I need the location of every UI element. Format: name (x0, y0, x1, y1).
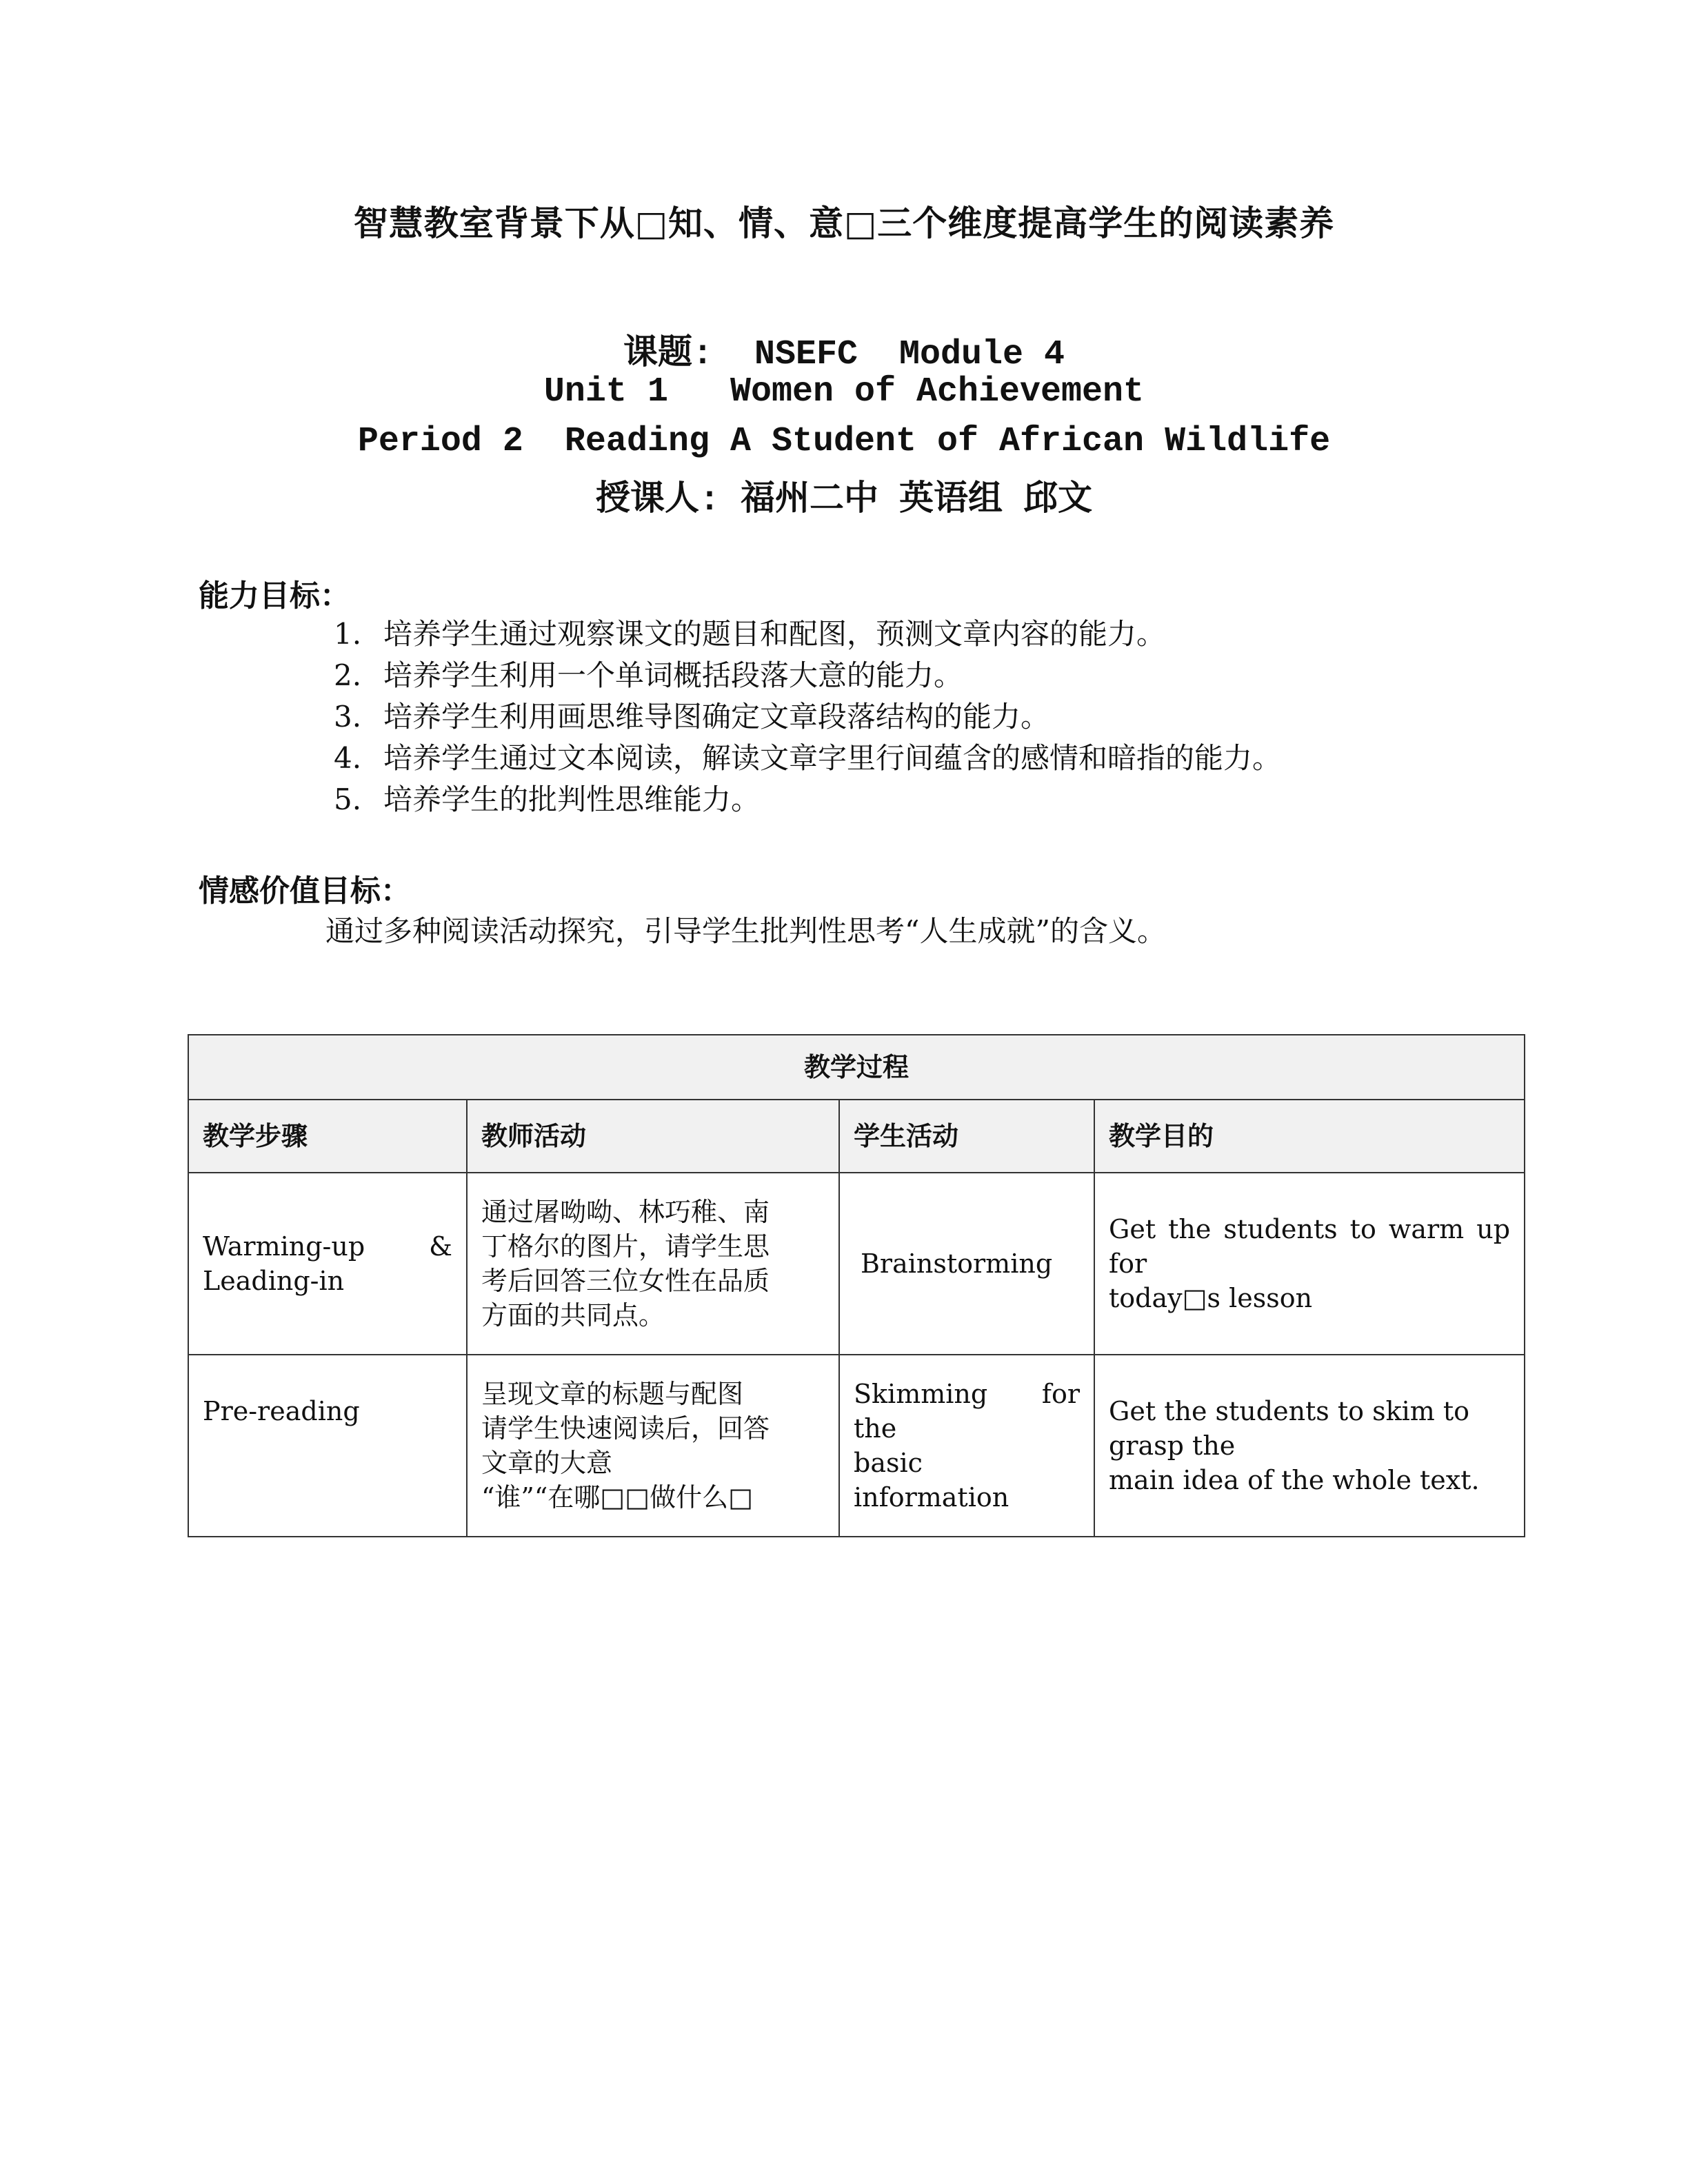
header-cell: 教学步骤 (188, 1100, 467, 1173)
item-text: 培养学生利用画思维导图确定文章段落结构的能力。 (383, 700, 1050, 734)
student-activity-cell (839, 1173, 1094, 1355)
list-item (334, 779, 1281, 820)
item-number: 4. (334, 741, 362, 775)
teacher-line: “谁”“在哪□□做什么□ (481, 1482, 753, 1513)
item-number: 3. (334, 700, 362, 734)
teacher-line: 考后回答三位女性在品质 (481, 1266, 770, 1296)
student-line: Skimming for the (854, 1379, 1080, 1444)
topic-line: 课题: NSEFC Module 4 (623, 335, 1065, 374)
purpose-line: main idea of the whole text. (1109, 1465, 1480, 1495)
list-item (334, 696, 1281, 738)
header-cell: 教学目的 (1094, 1100, 1525, 1173)
step-cell (188, 1355, 467, 1537)
purpose-cell (1094, 1355, 1525, 1537)
item-text: 培养学生通过文本阅读，解读文章字里行间蕴含的感情和暗指的能力。 (383, 741, 1282, 775)
item-number: 5. (334, 782, 362, 816)
header-cell: 学生活动 (839, 1100, 1094, 1173)
purpose-line: Get the students to warm up for (1109, 1214, 1511, 1279)
ability-goals-heading: 能力目标： (199, 578, 350, 614)
teaching-process-table (188, 1034, 1525, 1537)
list-item (334, 655, 1281, 696)
teacher-activity-cell (467, 1173, 839, 1355)
teacher-line: 方面的共同点。 (481, 1300, 665, 1331)
ability-goals-list (334, 614, 1281, 820)
student-line: basic information (854, 1448, 1009, 1513)
student-line: Brainstorming (861, 1248, 1053, 1279)
table-header-row (188, 1100, 1525, 1173)
unit-line: Unit 1 Women of Achievement (543, 372, 1145, 412)
emotion-goals-heading: 情感价值目标： (199, 873, 411, 909)
purpose-line: today□s lesson (1109, 1283, 1313, 1313)
teacher-line: 请学生快速阅读后，回答 (481, 1413, 770, 1444)
item-text: 培养学生利用一个单词概括段落大意的能力。 (383, 658, 963, 692)
teacher-line: 呈现文章的标题与配图 (481, 1379, 744, 1409)
document-title: 智慧教室背景下从□知、情、意□三个维度提高学生的阅读素养 (353, 203, 1335, 243)
purpose-line: Get the students to skim to grasp the (1109, 1396, 1470, 1461)
period-line: Period 2 Reading A Student of African Wildlife (357, 422, 1331, 461)
table-row (188, 1173, 1525, 1355)
teacher-activity-cell (467, 1355, 839, 1537)
step-line: Leading-in (203, 1266, 345, 1296)
emotion-goals-text: 通过多种阅读活动探究，引导学生批判性思考“人生成就”的含义。 (325, 914, 1166, 948)
item-text: 培养学生的批判性思维能力。 (383, 782, 761, 816)
teacher-line: 文章的大意 (481, 1448, 613, 1478)
teacher-line: 通过屠呦呦、林巧稚、南 (481, 1197, 770, 1227)
step-line: Warming-up & (203, 1231, 452, 1262)
student-activity-cell (839, 1355, 1094, 1537)
header-cell: 教师活动 (467, 1100, 839, 1173)
list-item (334, 738, 1281, 779)
item-number: 2. (334, 658, 362, 692)
teacher-line: 丁格尔的图片，请学生思 (481, 1231, 770, 1262)
list-item (334, 614, 1281, 655)
item-number: 1. (334, 617, 362, 651)
table-title-row (188, 1035, 1525, 1100)
table-row (188, 1355, 1525, 1537)
table-title: 教学过程 (188, 1035, 1525, 1100)
teacher-line: 授课人: 福州二中 英语组 邱文 (595, 481, 1093, 520)
purpose-cell (1094, 1173, 1525, 1355)
item-text: 培养学生通过观察课文的题目和配图，预测文章内容的能力。 (383, 617, 1166, 651)
step-cell (188, 1173, 467, 1355)
step-line: Pre-reading (203, 1396, 360, 1426)
